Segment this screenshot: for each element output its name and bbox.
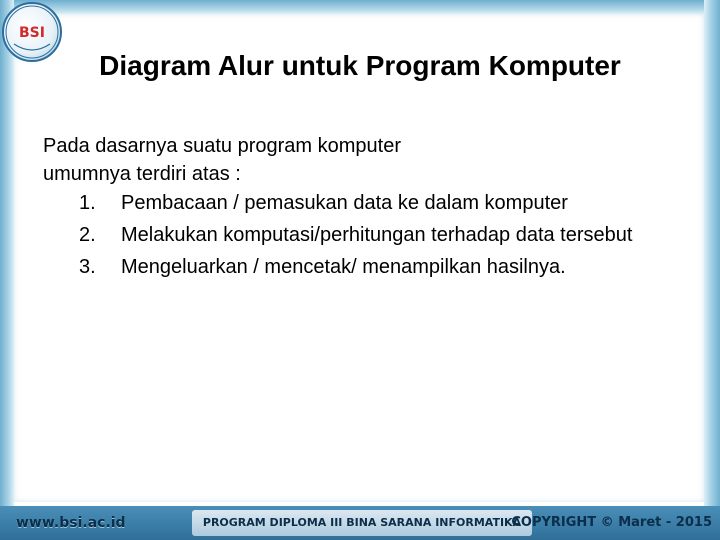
page-title: Diagram Alur untuk Program Komputer — [99, 50, 621, 81]
footer-url: www.bsi.ac.id — [16, 515, 126, 531]
list-text: Melakukan komputasi/perhitungan terhadap data tersebut — [121, 224, 633, 246]
list-number: 1. — [79, 192, 96, 214]
list-item — [79, 222, 683, 248]
logo-mark: BSI — [19, 25, 45, 41]
list-text: Mengeluarkan / mencetak/ menampilkan hasilnya. — [121, 256, 566, 278]
intro-line-2: umumnya terdiri atas : — [43, 163, 241, 185]
footer-bar — [0, 506, 720, 540]
steps-list — [43, 190, 683, 280]
slide-body — [43, 132, 683, 286]
list-item — [79, 254, 683, 280]
list-number: 3. — [79, 256, 96, 278]
list-text: Pembacaan / pemasukan data ke dalam komputer — [121, 192, 568, 214]
list-item — [79, 190, 683, 216]
footer-copyright: COPYRIGHT © Maret - 2015 — [511, 515, 712, 530]
frame-top-border — [0, 0, 720, 14]
footer-program-banner — [192, 510, 532, 536]
footer-program-text: PROGRAM DIPLOMA III BINA SARANA INFORMATIKA — [202, 516, 522, 529]
list-number: 2. — [79, 224, 96, 246]
intro-line-1: Pada dasarnya suatu program komputer — [43, 135, 401, 157]
